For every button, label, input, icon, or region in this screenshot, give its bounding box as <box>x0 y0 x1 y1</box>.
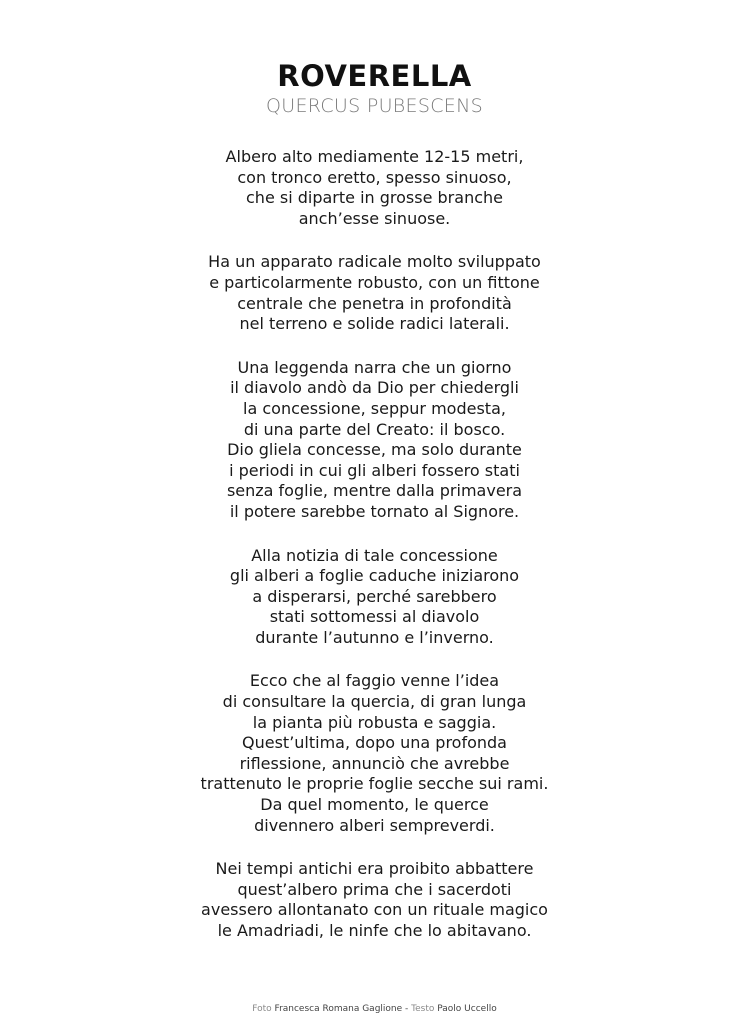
text-line: e particolarmente robusto, con un fittone <box>209 272 540 292</box>
text-line: Dio gliela concesse, ma solo durante <box>227 440 522 460</box>
photo-author: Francesca Romana Gaglione <box>274 1004 403 1014</box>
paragraph <box>0 546 749 649</box>
text-line: di una parte del Creato: il bosco. <box>243 419 506 439</box>
text-line: le Amadriadi, le ninfe che lo abitavano. <box>217 921 532 940</box>
credits-footer <box>0 1003 749 1015</box>
paragraph <box>0 252 749 334</box>
text-line: trattenuto le proprie foglie secche sui rami. <box>200 774 549 794</box>
text-line: di consultare la quercia, di gran lunga <box>222 692 527 712</box>
text-line: nel terreno e solide radici laterali. <box>239 314 510 334</box>
text-line: Ecco che al faggio venne l’idea <box>249 671 500 691</box>
text-line: Una leggenda narra che un giorno <box>237 357 512 377</box>
text-author: Paolo Uccello <box>437 1004 497 1014</box>
text-line: il diavolo andò da Dio per chiedergli <box>230 378 519 398</box>
page-title: ROVERELLA <box>277 59 472 93</box>
text-line: stati sottomessi al diavolo <box>269 607 480 627</box>
text-line: Ha un apparato radicale molto sviluppato <box>208 252 541 272</box>
text-line: la pianta più robusta e saggia. <box>252 712 497 732</box>
text-label: Testo <box>411 1004 435 1014</box>
text-line: quest’albero prima che i sacerdoti <box>237 879 512 899</box>
text-line: a disperarsi, perché sarebbero <box>252 586 497 606</box>
paragraph <box>0 147 749 229</box>
paragraph <box>0 671 749 836</box>
text-line: centrale che penetra in profondità <box>237 293 512 313</box>
text-line: avessero allontanato con un rituale magico <box>201 900 548 920</box>
text-line: divennero alberi sempreverdi. <box>254 815 495 835</box>
paragraph <box>0 859 749 941</box>
text-line: anch’esse sinuose. <box>298 208 451 228</box>
text-line: Nei tempi antichi era proibito abbattere <box>215 859 534 879</box>
text-line: la concessione, seppur modesta, <box>243 398 506 418</box>
text-line: gli alberi a foglie caduche iniziarono <box>229 566 520 586</box>
text-line: Alla notizia di tale concessione <box>251 545 498 565</box>
text-line: i periodi in cui gli alberi fossero stati <box>229 460 520 480</box>
page-subtitle: QUERCUS PUBESCENS <box>266 95 483 117</box>
credits-separator: - <box>405 1004 409 1014</box>
text-line: Quest’ultima, dopo una profonda <box>242 733 507 753</box>
text-line: durante l’autunno e l’inverno. <box>255 627 494 647</box>
body-text <box>0 147 749 965</box>
text-line: senza foglie, mentre dalla primavera <box>226 481 523 501</box>
paragraph <box>0 358 749 523</box>
text-line: riflessione, annunciò che avrebbe <box>239 753 510 773</box>
text-line: il potere sarebbe tornato al Signore. <box>229 501 520 521</box>
text-line: Albero alto mediamente 12-15 metri, <box>225 147 524 166</box>
text-line: Da quel momento, le querce <box>260 795 489 815</box>
text-line: con tronco eretto, spesso sinuoso, <box>237 167 512 187</box>
text-line: che si diparte in grosse branche <box>246 188 503 208</box>
photo-label: Foto <box>252 1004 272 1014</box>
